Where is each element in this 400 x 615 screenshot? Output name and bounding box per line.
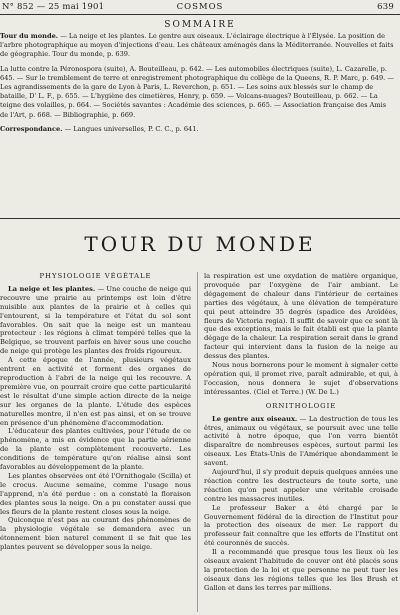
sommaire-paragraph: Tour du monde. — La neige et les plantes. Le gentre aux oiseaux. L'éclairage électrique à l'Élysée. La position de l'arbre photographique au moyen d'injections d'eau. Les châteaux aménagés dans la Méditerranée. Nouvelles et faits de géographie. Tour du monde, p. 639. <box>0 32 394 59</box>
running-header <box>0 0 400 14</box>
left-paragraph: Quiconque n'est pas au courant des phénomènes de la physiologie végétale se demandera avec un étonnement bien naturel comment il se fait que les plantes peuvent se développer sous la neige. <box>0 516 191 552</box>
sommaire-paragraph: La lutte contre la Péronospora (suite), A. Bouteilleau, p. 642. — Les automobiles électriques (suite), L. Cazarelle, p. 645. — Sur le tremblement de terre et enregistrement photographique du collège de la Queens, R. P. Marc, p. 649. — Les agrandissements de la gare de Lyon à Paris, L. Reverchon, p. 651. — Les soins aux blessés sur le champ de bataille, D' L. F., p. 655. — L'hygiène des cimetières, Henry, p. 659. — Volcans-nuages? Bouteilleau, p. 662. — La teigne des volailles, p. 664. — Sociétés savantes : Académie des sciences, p. 665. — Association française des Amis de l'Art, p. 668. — Bibliographie, p. 669. <box>0 64 394 119</box>
sommaire-paragraph: Correspondance. — Langues universelles, P. C. C., p. 641. <box>0 124 199 133</box>
left-column <box>0 272 191 552</box>
left-paragraph: A cette époque de l'année, plusieurs végétaux entrent en activité et forment des organes de reproduction à l'abri de la neige qui les recouvre. A première vue, on pourrait croire que cette particularité est le résultat d'une simple action directe de la neige sur les organes de la plante. L'étude des espèces naturelles montre, il n'en est pas ainsi, et on se trouve en présence d'un phénomène d'accommodation. <box>0 356 191 427</box>
article-title: La neige et les plantes. <box>8 284 96 293</box>
left-paragraph: L'éducateur des plantes cultivées, pour l'étude de ce phénomène, a mis en évidence que la partie aérienne de la plante est complètement recouverte. Les conditions de température qu'on réalise ainsi sont favorables au développement de la plante. <box>0 427 191 472</box>
right-column <box>204 272 398 593</box>
right-paragraph: Nous nous bornerons pour le moment à signaler cette opération qui, il promet rive, paraît admirable, et qui, à l'occasion, nous donnera le sujet d'observations intéressantes. (Ciel et Terre.) (W. De L.) <box>204 361 398 396</box>
issue-number: N° 852 — 25 mai 1901 <box>2 2 105 12</box>
right-subhead: ORNITHOLOGIE <box>265 401 337 410</box>
right-paragraph: Le professeur Baker a été chargé par le Gouvernement fédéral de la direction de l'Institut pour la protection des oiseaux de mer. Le rapport du professeur fait connaître que les efforts de l'Institut ont été couronnés de succès. <box>204 503 398 548</box>
sommaire-body <box>0 32 396 139</box>
header-rule <box>0 14 400 15</box>
right-paragraph: Il a recommandé que presque tous les lieux où les oiseaux avaient l'habitude de couver ont été placés sous la protection de la loi et que personne ne peut tuer les oiseaux dans les régions telles que les îles Brush et Gallon et dans les terres par millions. <box>204 548 398 592</box>
right-paragraph: Aujourd'hui, il s'y produit depuis quelques années une réaction contre les destructeurs de toute sorte, une réaction qu'on peut appeler une véritable croisade contre les massacres inutiles. <box>204 468 398 503</box>
column-divider <box>197 272 198 612</box>
right-paragraph: la respiration est une oxydation de matière organique, provoquée par l'oxygène de l'air ambiant. Le dégagement de chaleur dans l'intérieur de certaines parties des végétaux, à une élévation de température qui peut atteindre 35 degrés (spadice des Aroïdées, fleurs de Victoria regia). Il suffit de savoir que ce sont là que des exceptions, mais le fait établi est que la plante dégage de la chaleur. La respiration serait dans le grand facteur qui intervient dans la fusion de la neige au dessus des plantes. <box>204 272 398 361</box>
left-subhead: PHYSIOLOGIE VÉGÉTALE <box>39 272 152 280</box>
sommaire-title: SOMMAIRE <box>164 20 236 30</box>
page-number: 639 <box>377 2 394 12</box>
journal-title: COSMOS <box>176 2 224 12</box>
section-title: TOUR DU MONDE <box>84 232 316 256</box>
left-paragraph: Les plantes observées ont été l'Ornithogale (Scilla) et le crocus. Aucune semaine, comme l'usage nous l'apprend, n'a été perdue : on a constaté la floraison des plantes sous la neige. On a pu constater aussi que les fleurs de la plante restent closes sous la neige. <box>0 471 191 516</box>
article-title: Le gentre aux oiseaux. <box>212 414 298 423</box>
section-rule <box>0 218 400 219</box>
left-paragraph: La neige et les plantes. — Une couche de neige qui recouvre une prairie au printemps est loin d'être nuisible aux plantes de la prairie et à celles qui l'entourent, si la température et l'état du sol sont favorables. On sait que la neige est un manteau protecteur : les régions à climat tempéré telles que la Belgique, se trouvent parfois en hiver sous une couche de neige qui protège les plantes des froids rigoureux. <box>0 284 191 356</box>
right-paragraph: Le gentre aux oiseaux. — La destruction de tous les êtres, animaux ou végétaux, se poursuit avec une telle activité à notre époque, que l'on verra bientôt disparaître de nombreuses espèces, surtout parmi les oiseaux. Les États-Unis de l'Amérique abondamment le savent. <box>204 414 398 468</box>
